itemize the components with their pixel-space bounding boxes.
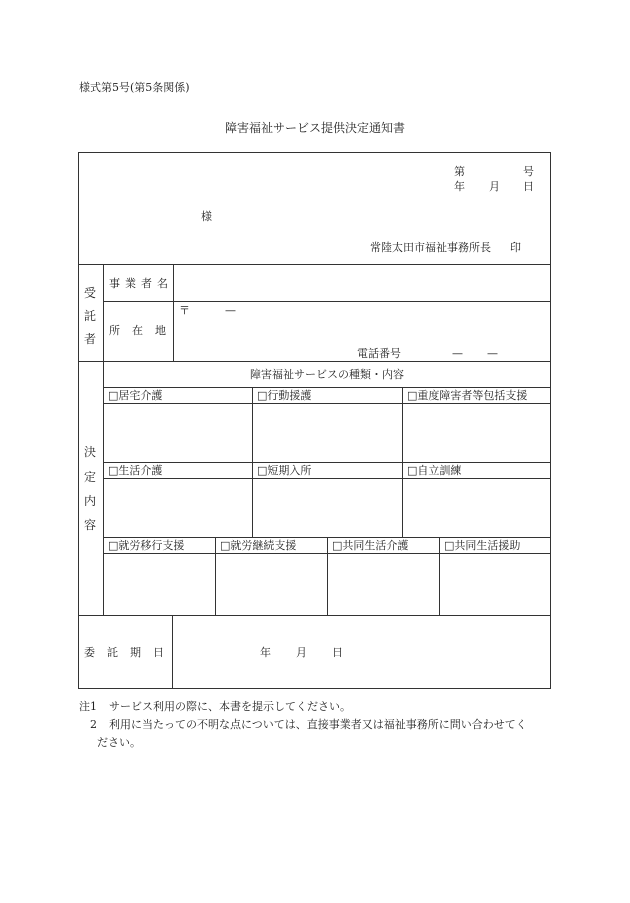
checkbox-option[interactable]: □短期入所 [257,464,312,477]
checkbox-option[interactable]: □行動援護 [257,389,312,402]
number-suffix: 号 [523,165,534,178]
divider [173,264,174,361]
checkbox-option[interactable]: □就労継続支援 [220,539,297,552]
checkbox-option[interactable]: □居宅介護 [108,389,163,402]
checkbox-option[interactable]: □共同生活援助 [444,539,521,552]
addressee-honorific: 様 [201,210,212,223]
date-day: 日 [523,180,534,193]
form-table [78,152,551,689]
checkbox-option[interactable]: □重度障害者等包括支援 [407,389,528,402]
postal-mark: 〒 [179,304,190,317]
issuer-name: 常陸太田市福祉事務所長 [370,241,491,254]
section-label-char: 受 [83,286,96,300]
divider [78,615,551,616]
divider [103,462,551,463]
divider [103,301,551,302]
period-label: 委託期日 [84,646,176,659]
note-prefix: 注1 [79,700,97,713]
date-year: 年 [454,180,465,193]
note-text: ださい。 [97,736,141,749]
postal-dash: — [225,304,236,317]
phone-dash: — [452,347,463,360]
contractor-name-label: 事業者名 [109,277,173,290]
divider [78,264,551,265]
checkbox-option[interactable]: □共同生活介護 [332,539,409,552]
address-label: 所在地 [109,324,178,337]
form-number: 様式第5号(第5条関係) [79,81,190,94]
seal-mark: 印 [510,241,521,254]
divider [402,387,403,537]
period-day: 日 [332,646,343,659]
checkbox-option[interactable]: □生活介護 [108,464,163,477]
date-month: 月 [489,180,500,193]
section-label-char: 内 [83,494,96,508]
note-text: 利用に当たっての不明な点については、直接事業者又は福祉事務所に問い合わせてく [109,718,527,731]
checkbox-option[interactable]: □就労移行支援 [108,539,185,552]
phone-dash: — [487,347,498,360]
section-label-char: 者 [83,332,96,346]
page-title: 障害福祉サービス提供決定通知書 [224,121,405,135]
number-prefix: 第 [454,165,465,178]
service-type-header: 障害福祉サービスの種類・内容 [250,368,404,381]
divider [103,264,104,615]
section-label-char: 定 [83,470,96,484]
period-year: 年 [260,646,271,659]
note-text: サービス利用の際に、本書を提示してください。 [109,700,351,713]
divider [103,387,551,388]
section-label-char: 容 [83,518,96,532]
divider [439,537,440,615]
divider [327,537,328,615]
divider [252,387,253,537]
divider [103,403,551,404]
divider [103,478,551,479]
section-label-char: 決 [83,445,96,459]
section-label-char: 託 [83,309,96,323]
period-month: 月 [296,646,307,659]
phone-label: 電話番号 [357,347,401,360]
divider [215,537,216,615]
note-prefix: 2 [90,718,97,731]
checkbox-option[interactable]: □自立訓練 [407,464,462,477]
divider [78,361,551,362]
